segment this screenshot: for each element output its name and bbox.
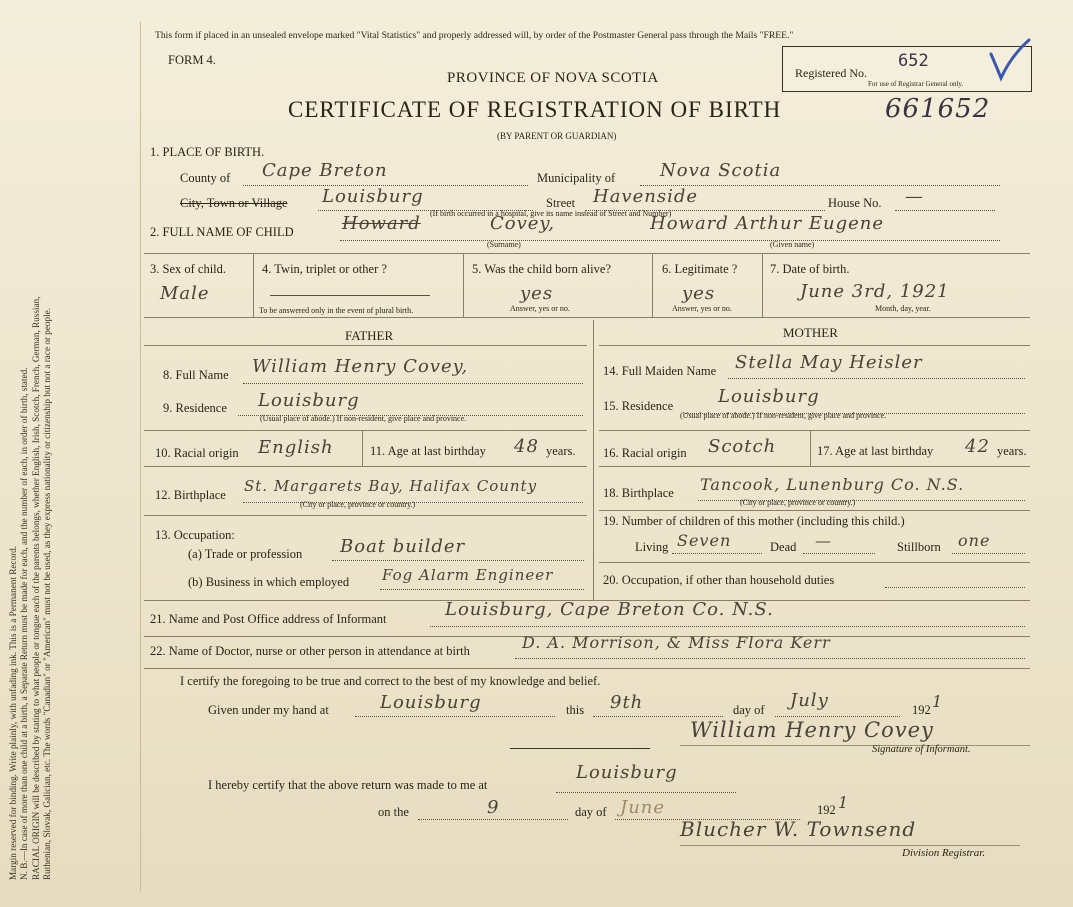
signature-line <box>680 745 1030 746</box>
reg-month-value: June <box>620 797 666 818</box>
day-value: 9th <box>610 692 644 713</box>
city-label: City, Town or Village <box>180 196 288 210</box>
registrar-use-note: For use of Registrar General only. <box>868 80 964 88</box>
house-label: House No. <box>828 196 882 210</box>
mother-row-rule <box>599 430 1030 431</box>
reg-place-value: Louisburg <box>576 762 678 783</box>
mother-heading: MOTHER <box>783 325 838 340</box>
informant-label: 21. Name and Post Office address of Informant <box>150 612 387 626</box>
street-value: Havenside <box>593 186 699 207</box>
twin-note: To be answered only in the event of plural birth. <box>259 306 414 315</box>
trade-value: Boat builder <box>340 536 466 557</box>
given-label: Given under my hand at <box>208 703 329 717</box>
doctor-value: D. A. Morrison, & Miss Flora Kerr <box>522 633 831 652</box>
twin-label: 4. Twin, triplet or other ? <box>262 262 387 276</box>
municipality-value: Nova Scotia <box>660 160 782 181</box>
informant-value: Louisburg, Cape Breton Co. N.S. <box>445 599 774 620</box>
registered-label: Registered No. <box>795 66 867 80</box>
day-of-label: day of <box>733 703 765 717</box>
trade-label: (a) Trade or profession <box>188 547 303 561</box>
margin-note-2: N. B.—In case of more than one child at a birth, a Separate Return must be made for each, and the number of each, in order of birth, stated. <box>19 367 30 880</box>
registrar-certify: I hereby certify that the above return was made to me at <box>208 778 488 792</box>
alive-value: yes <box>520 283 554 304</box>
father-name-value: William Henry Covey, <box>252 356 469 377</box>
reg-day-of-label: day of <box>575 805 607 819</box>
mother-name-value: Stella May Heisler <box>735 352 923 373</box>
sex-value: Male <box>160 283 210 304</box>
certificate-title: CERTIFICATE OF REGISTRATION OF BIRTH <box>288 97 782 122</box>
father-city-note: (City or place, province or country.) <box>300 500 416 509</box>
margin-note-1: Margin reserved for binding. Write plainly, with unfading ink. This is a Permanent Record. <box>8 545 18 880</box>
father-residence-value: Louisburg <box>258 390 360 411</box>
reg-year-prefix: 192 <box>817 803 836 817</box>
living-label: Living <box>635 540 669 554</box>
legit-answer-note: Answer, yes or no. <box>672 304 732 313</box>
col-divider <box>652 253 653 317</box>
given-name-note: (Given name) <box>770 240 815 249</box>
registered-number: 652 <box>898 51 929 71</box>
doctor-label: 22. Name of Doctor, nurse or other person in attendance at birth <box>150 644 470 658</box>
dead-value: — <box>815 531 832 550</box>
registrar-signature-line <box>680 845 1020 846</box>
this-label: this <box>566 703 585 717</box>
municipality-label: Municipality of <box>537 171 616 185</box>
business-value: Fog Alarm Engineer <box>382 566 554 584</box>
margin-notes <box>8 297 54 880</box>
legitimate-value: yes <box>682 283 716 304</box>
father-row-rule <box>144 466 587 467</box>
alive-label: 5. Was the child born alive? <box>472 262 612 276</box>
reg-place-line <box>556 792 736 793</box>
father-col-divider <box>362 430 363 466</box>
children-count-label: 19. Number of children of this mother (including this child.) <box>603 514 905 528</box>
father-abode-note: (Usual place of abode.) If non-resident, give place and province. <box>260 414 467 423</box>
dob-label: 7. Date of birth. <box>770 262 850 276</box>
father-years: years. <box>546 444 576 458</box>
father-racial-value: English <box>258 437 334 458</box>
mother-racial-label: 16. Racial origin <box>603 446 687 460</box>
house-line <box>895 210 995 211</box>
child-name-line <box>340 240 1000 241</box>
checkmark-icon <box>985 36 1033 82</box>
parent-divider <box>593 320 594 600</box>
father-name-line <box>243 383 583 384</box>
living-value: Seven <box>677 531 732 550</box>
given-place-line <box>355 716 555 717</box>
mother-rule <box>599 345 1030 346</box>
hospital-note: (If birth occurred in a hospital, give its name instead of Street and Number) <box>430 209 672 218</box>
certificate-subtitle: (BY PARENT OR GUARDIAN) <box>497 131 617 141</box>
dead-label: Dead <box>770 540 797 554</box>
mother-occupation-line <box>885 587 1025 588</box>
county-label: County of <box>180 171 231 185</box>
mother-name-label: 14. Full Maiden Name <box>603 364 717 378</box>
county-value: Cape Breton <box>262 160 388 181</box>
child-name-label: 2. FULL NAME OF CHILD <box>150 225 294 239</box>
father-row-rule <box>144 430 587 431</box>
year-prefix: 192 <box>912 703 931 717</box>
month-value: July <box>790 690 829 711</box>
day-line <box>593 716 723 717</box>
trade-line <box>332 560 584 561</box>
mother-age-label: 17. Age at last birthday <box>817 444 934 458</box>
father-birthplace-value: St. Margarets Bay, Halifax County <box>244 477 538 495</box>
separator-rule <box>510 748 650 749</box>
father-birthplace-label: 12. Birthplace <box>155 488 226 502</box>
dead-line <box>803 553 875 554</box>
mother-residence-value: Louisburg <box>718 386 820 407</box>
mother-city-note: (City or place, province or country.) <box>740 498 856 507</box>
registrar-label: Division Registrar. <box>902 847 986 859</box>
place-of-birth-heading: 1. PLACE OF BIRTH. <box>150 145 265 159</box>
twin-line <box>270 295 430 296</box>
father-row-rule <box>144 515 587 516</box>
row-divider <box>144 668 1030 669</box>
signature-label: Signature of Informant. <box>872 744 971 755</box>
on-the-label: on the <box>378 805 409 819</box>
form-number: FORM 4. <box>168 53 216 67</box>
col-divider <box>253 253 254 317</box>
informant-line <box>430 626 1025 627</box>
mother-residence-label: 15. Residence <box>603 399 674 413</box>
registrar-signature: Blucher W. Townsend <box>680 817 917 841</box>
mother-col-divider <box>810 430 811 466</box>
father-racial-label: 10. Racial origin <box>155 446 239 460</box>
child-surname: Covey, <box>490 213 555 234</box>
reg-year-suffix: 1 <box>838 793 850 812</box>
mother-age-value: 42 <box>965 436 990 457</box>
certify-statement: I certify the foregoing to be true and correct to the best of my knowledge and belief. <box>180 674 601 688</box>
child-given-names: Howard Arthur Eugene <box>650 213 885 234</box>
legitimate-label: 6. Legitimate ? <box>662 262 738 276</box>
street-label: Street <box>546 196 576 210</box>
doctor-line <box>515 658 1025 659</box>
col-divider <box>762 253 763 317</box>
stillborn-value: one <box>958 531 991 550</box>
dob-value: June 3rd, 1921 <box>800 281 950 302</box>
mail-notice: This form if placed in an unsealed envelope marked "Vital Statistics" and properly addressed will, by order of the Postmaster General pass through the Mails "FREE." <box>155 30 794 41</box>
mother-birthplace-value: Tancook, Lunenburg Co. N.S. <box>700 475 965 494</box>
margin-note-3: RACIAL ORIGIN will be described by stating to what people or tongue each of the parents belongs, whether English, Irish, Scotch, French, German, Russian, <box>30 296 41 880</box>
mother-birthplace-label: 18. Birthplace <box>603 486 674 500</box>
father-heading: FATHER <box>345 328 394 343</box>
mother-row-rule <box>599 510 1030 511</box>
margin-note-4: Ruthenian, Slovak, Galician, etc. The words "Canadian" or "American" must not be used, as they express nationality or citizenship but not a race or people. <box>42 307 53 880</box>
dob-note: Month, day, year. <box>875 304 931 313</box>
business-line <box>380 589 584 590</box>
margin-line <box>140 22 141 892</box>
stillborn-line <box>952 553 1025 554</box>
living-line <box>672 553 762 554</box>
mother-row-rule <box>599 562 1030 563</box>
father-name-label: 8. Full Name <box>163 368 229 382</box>
city-value: Louisburg <box>322 186 424 207</box>
mother-occupation-label: 20. Occupation, if other than household duties <box>603 573 835 587</box>
house-value: — <box>905 186 924 207</box>
row-divider <box>144 317 1030 318</box>
province-heading: PROVINCE OF NOVA SCOTIA <box>447 70 659 86</box>
father-residence-label: 9. Residence <box>163 401 227 415</box>
col-divider <box>463 253 464 317</box>
mother-racial-value: Scotch <box>708 436 777 457</box>
stillborn-label: Stillborn <box>897 540 941 554</box>
father-age-value: 48 <box>514 436 539 457</box>
business-label: (b) Business in which employed <box>188 575 350 589</box>
surname-note: (Surname) <box>487 240 521 249</box>
reg-day-value: 9 <box>487 797 500 818</box>
month-line <box>775 716 900 717</box>
handwritten-number: 661652 <box>885 94 991 124</box>
father-rule <box>144 345 587 346</box>
mother-name-line <box>728 378 1025 379</box>
occupation-label: 13. Occupation: <box>155 528 235 542</box>
child-struck-name: Howard <box>342 213 421 234</box>
year-suffix: 1 <box>932 692 944 711</box>
reg-day-line <box>418 819 568 820</box>
given-place-value: Louisburg <box>380 692 482 713</box>
mother-row-rule <box>599 466 1030 467</box>
mother-years: years. <box>997 444 1027 458</box>
father-age-label: 11. Age at last birthday <box>370 444 486 458</box>
alive-answer-note: Answer, yes or no. <box>510 304 570 313</box>
row-divider <box>144 253 1030 254</box>
sex-label: 3. Sex of child. <box>150 262 227 276</box>
mother-abode-note: (Usual place of abode.) If non-resident, give place and province. <box>680 411 887 420</box>
informant-signature: William Henry Covey <box>690 718 934 742</box>
